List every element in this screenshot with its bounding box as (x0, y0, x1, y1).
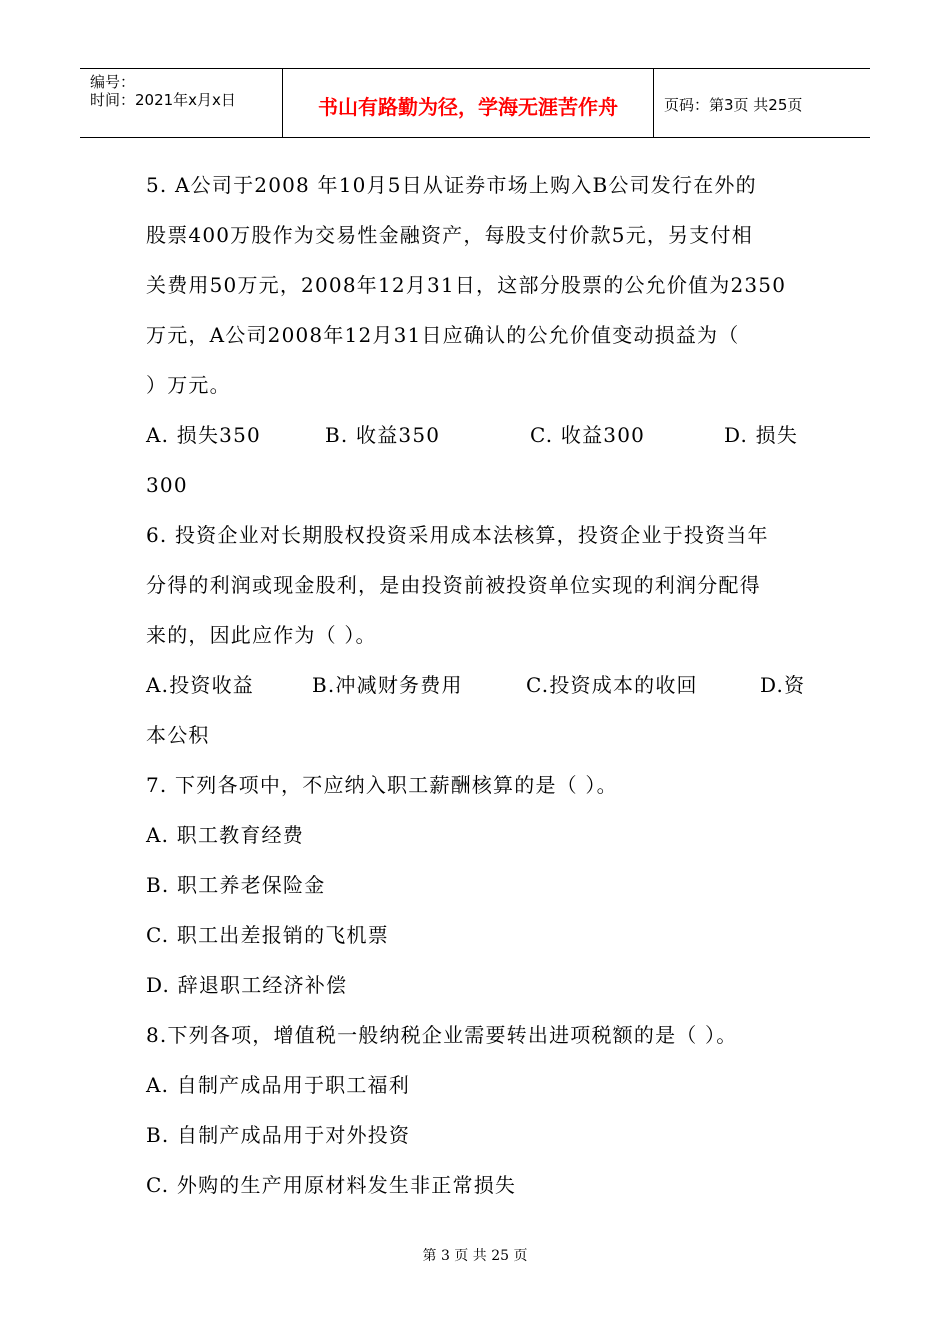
question-5-line-1: 5. A公司于2008 年10月5日从证券市场上购入B公司发行在外的 (146, 173, 757, 197)
question-6-options-continued: 本公积 (146, 723, 210, 747)
question-6-line-1: 6. 投资企业对长期股权投资采用成本法核算，投资企业于投资当年 (146, 523, 769, 547)
question-6-option-c: C.投资成本的收回 (526, 673, 698, 697)
question-6-option-b: B.冲减财务费用 (312, 673, 463, 697)
page-footer: 第 3 页 共 25 页 (422, 1248, 528, 1264)
question-6-line-2: 分得的利润或现金股利，是由投资前被投资单位实现的利润分配得 (146, 573, 761, 597)
header-info-cell (80, 69, 283, 137)
question-5-line-2: 股票400万股作为交易性金融资产，每股支付价款5元，另支付相 (146, 223, 753, 247)
question-5-option-d: D. 损失 (724, 423, 799, 447)
header-motto-cell (283, 69, 654, 137)
question-5-line-5: ）万元。 (146, 373, 231, 397)
question-5-line-3: 关费用50万元，2008年12月31日，这部分股票的公允价值为2350 (146, 273, 787, 297)
question-8-line-1: 8.下列各项，增值税一般纳税企业需要转出进项税额的是（ ）。 (146, 1023, 738, 1047)
question-7-option-a: A. 职工教育经费 (146, 823, 304, 847)
question-5-option-b: B. 收益350 (325, 423, 441, 447)
question-7-line-1: 7. 下列各项中，不应纳入职工薪酬核算的是（ ）。 (146, 773, 618, 797)
question-7-option-c: C. 职工出差报销的飞机票 (146, 923, 389, 947)
question-8-option-a: A. 自制产成品用于职工福利 (146, 1073, 410, 1097)
question-6-line-3: 来的，因此应作为（ ）。 (146, 623, 377, 647)
header-page-cell (654, 69, 870, 137)
question-5-options (146, 410, 826, 460)
document-time-label: 时间：2021年x月x日 (90, 91, 236, 109)
question-8-option-c: C. 外购的生产用原材料发生非正常损失 (146, 1173, 517, 1197)
question-7-option-d: D. 辞退职工经济补偿 (146, 973, 348, 997)
question-5-option-a: A. 损失350 (146, 423, 261, 447)
header-page-label: 页码：第3页 共25页 (664, 96, 803, 114)
document-number-label: 编号： (90, 73, 136, 91)
question-5-option-c: C. 收益300 (530, 423, 646, 447)
question-6-options (146, 660, 826, 710)
question-7-option-b: B. 职工养老保险金 (146, 873, 326, 897)
question-5-options-continued: 300 (146, 473, 188, 497)
document-body (146, 160, 826, 1210)
question-5-line-4: 万元，A公司2008年12月31日应确认的公允价值变动损益为（ (146, 323, 740, 347)
question-8-option-b: B. 自制产成品用于对外投资 (146, 1123, 411, 1147)
question-6-option-a: A.投资收益 (146, 673, 255, 697)
header-motto: 书山有路勤为径，学海无涯苦作舟 (318, 95, 618, 119)
page-header (80, 68, 870, 138)
question-6-option-d: D.资 (760, 673, 806, 697)
